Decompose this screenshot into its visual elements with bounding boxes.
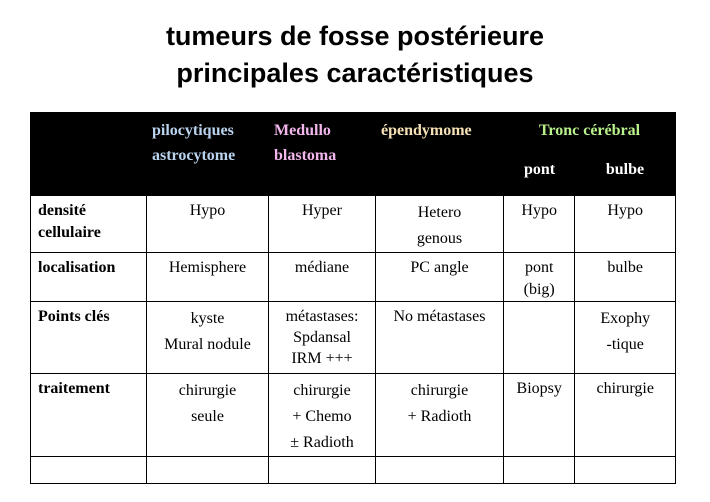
table-cell — [269, 302, 376, 374]
header-text: Medullo — [274, 122, 331, 139]
table-cell — [147, 374, 269, 457]
table-row — [31, 302, 676, 374]
header-sub-pont: pont — [523, 161, 556, 178]
title-line-1: tumeurs de fosse postérieure — [165, 21, 545, 51]
header-text: épendymome — [381, 122, 472, 139]
row-label-text: traitement — [38, 380, 110, 397]
table-cell — [31, 457, 147, 484]
row-label — [31, 302, 147, 374]
cell-text: Biopsy — [516, 380, 562, 397]
cell-text: IRM +++ — [291, 350, 353, 367]
cell-text: Hyper — [302, 202, 342, 219]
table-cell — [269, 457, 376, 484]
cell-text: ± Radioth — [290, 434, 354, 451]
header-astrocytome — [147, 113, 269, 196]
cell-text: chirurgie — [596, 380, 654, 397]
table-row — [31, 196, 676, 253]
cell-text: seule — [191, 408, 224, 425]
header-ependymome — [376, 113, 504, 196]
table-cell — [504, 196, 575, 253]
cell-text: Spdansal — [293, 329, 351, 346]
row-label-text: cellulaire — [38, 224, 101, 241]
table-cell — [147, 253, 269, 302]
table-cell — [147, 196, 269, 253]
characteristics-table — [30, 112, 676, 484]
cell-text: PC angle — [410, 259, 469, 276]
table-cell — [269, 196, 376, 253]
row-label — [31, 253, 147, 302]
cell-text: Hemisphere — [168, 259, 247, 276]
table-cell — [269, 253, 376, 302]
table-row — [31, 374, 676, 457]
cell-text: médiane — [294, 259, 350, 276]
table-cell — [575, 302, 676, 374]
table-cell — [504, 302, 575, 374]
header-sub-bulbe: bulbe — [605, 161, 645, 178]
cell-text: chirurgie — [178, 382, 237, 399]
table-cell — [575, 196, 676, 253]
cell-text: bulbe — [607, 259, 643, 276]
cell-text: Hypo — [607, 202, 643, 219]
row-label-text: localisation — [38, 259, 116, 276]
title-line-2: principales caractéristiques — [176, 58, 534, 88]
cell-text: genous — [416, 230, 463, 247]
cell-text: Exophy — [600, 310, 651, 327]
header-tronc-cerebral — [504, 113, 676, 196]
table-cell — [575, 253, 676, 302]
table-cell — [147, 457, 269, 484]
cell-text: métastases: — [285, 308, 359, 325]
row-label-text: densité — [38, 202, 86, 219]
header-text: Tronc cérébral — [538, 122, 641, 139]
header-text: blastoma — [274, 147, 337, 164]
cell-text: pont — [524, 259, 554, 276]
table-cell — [376, 253, 504, 302]
table-cell — [269, 374, 376, 457]
table-cell — [376, 457, 504, 484]
header-text: pilocytiques — [152, 122, 234, 139]
header-empty-cell — [31, 113, 147, 196]
cell-text: Hypo — [521, 202, 557, 219]
table-row-empty — [31, 457, 676, 484]
cell-text: Mural nodule — [164, 336, 251, 353]
row-label-text: Points clés — [38, 308, 110, 325]
row-label — [31, 196, 147, 253]
cell-text: No métastases — [393, 308, 486, 325]
table-cell — [575, 374, 676, 457]
row-label — [31, 374, 147, 457]
cell-text: -tique — [606, 336, 644, 353]
table-row — [31, 253, 676, 302]
header-text: astrocytome — [152, 147, 236, 164]
cell-text: Hetero — [417, 204, 462, 221]
table-cell — [504, 253, 575, 302]
header-medulloblastoma — [269, 113, 376, 196]
table-cell — [376, 302, 504, 374]
table-cell — [376, 374, 504, 457]
cell-text: kyste — [190, 310, 225, 327]
table-cell — [504, 457, 575, 484]
table-cell — [504, 374, 575, 457]
cell-text: chirurgie — [293, 382, 351, 399]
header-row — [31, 113, 676, 196]
table-cell — [147, 302, 269, 374]
cell-text: Hypo — [189, 202, 226, 219]
cell-text: (big) — [523, 281, 555, 298]
cell-text: chirurgie — [410, 382, 469, 399]
table-cell — [575, 457, 676, 484]
table-cell — [376, 196, 504, 253]
cell-text: + Chemo — [292, 408, 352, 425]
cell-text: + Radioth — [407, 408, 472, 425]
slide-title — [0, 18, 710, 92]
